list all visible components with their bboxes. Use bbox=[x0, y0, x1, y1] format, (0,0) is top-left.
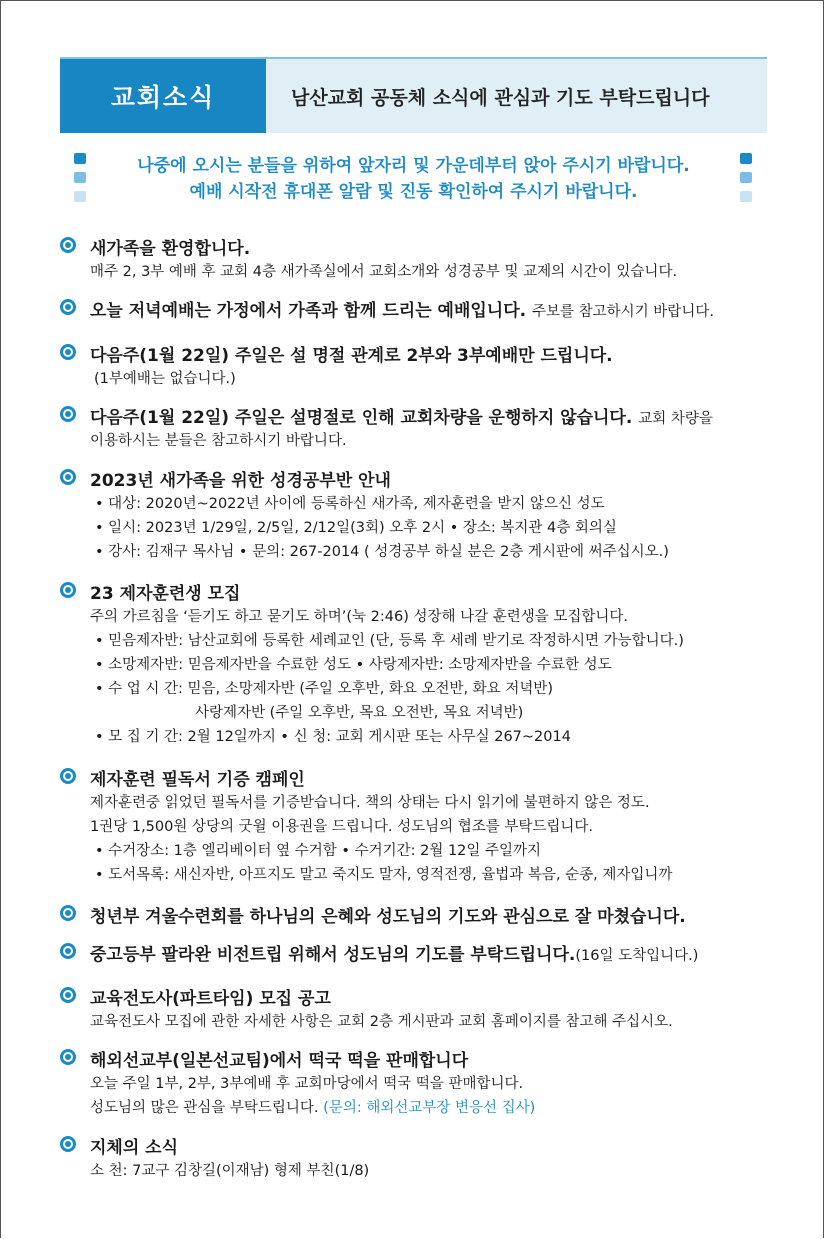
news-title-tail: 주보를 참고하시기 바랍니다. bbox=[532, 304, 714, 320]
news-detail: 주의 가르침을 ‘듣기도 하고 묻기도 하며’(눅 2:46) 성장해 나갈 훈련생을 모집합니다. bbox=[90, 609, 629, 625]
circle-bullet-icon bbox=[60, 768, 76, 784]
news-detail: 이용하시는 분들은 참고하시기 바랍니다. bbox=[90, 433, 347, 449]
circle-bullet-icon bbox=[60, 1049, 76, 1065]
news-title: 제자훈련 필독서 기증 캠페인 bbox=[90, 770, 305, 790]
news-detail: (1부예배는 없습니다.) bbox=[94, 371, 236, 387]
news-detail: 성도님의 많은 관심을 부탁드립니다. (문의: 해외선교부장 변응선 집사) bbox=[90, 1100, 536, 1116]
news-title-tail: (16일 도착입니다.) bbox=[575, 948, 699, 964]
news-detail: • 수거장소: 1층 엘리베이터 옆 수거함 • 수거기간: 2월 12일 주일까지 bbox=[95, 843, 542, 859]
news-detail: 소 천: 7교구 김창길(이재남) 형제 부친(1/8) bbox=[90, 1163, 370, 1179]
circle-bullet-icon bbox=[60, 1136, 76, 1152]
circle-bullet-icon bbox=[60, 905, 76, 921]
news-detail: • 소망제자반: 믿음제자반을 수료한 성도 • 사랑제자반: 소망제자반을 수료한 성도 bbox=[95, 657, 612, 673]
news-detail: • 일시: 2023년 1/29일, 2/5일, 2/12일(3회) 오후 2시 • 장소: 복지관 4층 회의실 bbox=[95, 520, 617, 536]
circle-bullet-icon bbox=[60, 406, 76, 422]
news-detail: • 도서목록: 새신자반, 아프지도 말고 죽지도 말자, 영적전쟁, 율법과 복음, 순종, 제자입니까 bbox=[95, 867, 673, 883]
news-title: 23 제자훈련생 모집 bbox=[90, 584, 241, 604]
circle-bullet-icon bbox=[60, 582, 76, 598]
news-detail: • 믿음제자반: 남산교회에 등록한 세례교인 (단, 등록 후 세례 받기로 작정하시면 가능합니다.) bbox=[95, 633, 684, 649]
notice-line: 예배 시작전 휴대폰 알람 및 진동 확인하여 주시기 바랍니다. bbox=[189, 182, 638, 202]
news-title: 해외선교부(일본선교팀)에서 떡국 떡을 판매합니다 bbox=[90, 1051, 469, 1071]
news-detail: 1권당 1,500원 상당의 굿윌 이용권을 드립니다. 성도님의 협조를 부탁드립니다. bbox=[90, 819, 594, 835]
news-title: 교육전도사(파트타임) 모집 공고 bbox=[90, 989, 331, 1009]
section-subtitle: 남산교회 공동체 소식에 관심과 기도 부탁드립니다 bbox=[291, 86, 710, 109]
news-detail: • 수 업 시 간: 믿음, 소망제자반 (주일 오후반, 화요 오전반, 화요 저녁반) bbox=[95, 681, 554, 697]
news-title-tail: 교회 차량을 bbox=[638, 411, 713, 427]
news-detail: 제자훈련중 읽었던 필독서를 기증받습니다. 책의 상태는 다시 읽기에 불편하지 않은 정도. bbox=[90, 795, 650, 811]
news-title: 다음주(1월 22일) 주일은 설 명절 관계로 2부와 3부예배만 드립니다. bbox=[90, 346, 613, 366]
news-title: 청년부 겨울수련회를 하나님의 은혜와 성도님의 기도와 관심으로 잘 마쳤습니다. bbox=[90, 907, 686, 927]
section-title-tab: 교회소식 bbox=[60, 59, 266, 133]
news-title: 중고등부 팔라완 비전트립 위해서 성도님의 기도를 부탁드립니다.(16일 도착입니다.) bbox=[90, 945, 699, 965]
circle-bullet-icon bbox=[60, 237, 76, 253]
news-detail: • 대상: 2020년~2022년 사이에 등록하신 새가족, 제자훈련을 받지 않으신 성도 bbox=[95, 496, 605, 512]
news-detail: 사랑제자반 (주일 오후반, 목요 오전반, 목요 저녁반) bbox=[195, 705, 524, 721]
news-title: 새가족을 환영합니다. bbox=[90, 239, 251, 259]
circle-bullet-icon bbox=[60, 344, 76, 360]
notice-box bbox=[60, 146, 767, 208]
news-title: 2023년 새가족을 위한 성경공부반 안내 bbox=[90, 471, 391, 491]
notice-line: 나중에 오시는 분들을 위하여 앞자리 및 가운데부터 앉아 주시기 바랍니다. bbox=[137, 156, 690, 176]
circle-bullet-icon bbox=[60, 299, 76, 315]
news-detail: • 모 집 기 간: 2월 12일까지 • 신 청: 교회 게시판 또는 사무실 267~2014 bbox=[95, 729, 571, 745]
circle-bullet-icon bbox=[60, 987, 76, 1003]
news-detail: • 강사: 김재구 목사님 • 문의: 267-2014 ( 성경공부 하실 분은 2층 게시판에 써주십시오.) bbox=[95, 544, 669, 560]
news-detail: 오늘 주일 1부, 2부, 3부예배 후 교회마당에서 떡국 떡을 판매합니다. bbox=[90, 1076, 524, 1092]
news-detail: 매주 2, 3부 예배 후 교회 4층 새가족실에서 교회소개와 성경공부 및 교제의 시간이 있습니다. bbox=[90, 264, 678, 280]
circle-bullet-icon bbox=[60, 943, 76, 959]
section-header bbox=[60, 59, 767, 133]
news-detail: 교육전도사 모집에 관한 자세한 사항은 교회 2층 게시판과 교회 홈페이지를 참고해 주십시오. bbox=[90, 1014, 673, 1030]
contact-info: (문의: 해외선교부장 변응선 집사) bbox=[323, 1100, 536, 1116]
news-title: 지체의 소식 bbox=[90, 1138, 179, 1158]
news-title: 오늘 저녁예배는 가정에서 가족과 함께 드리는 예배입니다. 주보를 참고하시기 바랍니다. bbox=[90, 301, 714, 321]
news-title: 다음주(1월 22일) 주일은 설명절로 인해 교회차량을 운행하지 않습니다. 교회 차량을 bbox=[90, 408, 713, 428]
circle-bullet-icon bbox=[60, 469, 76, 485]
